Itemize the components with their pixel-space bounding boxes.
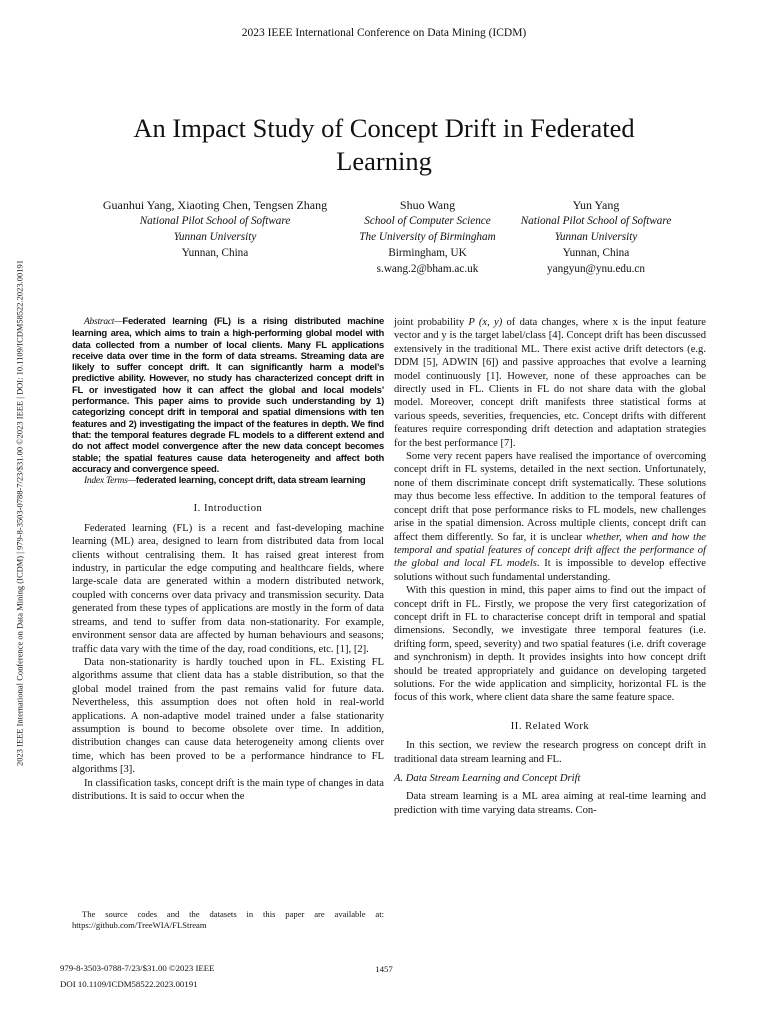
author-dept: School of Computer Science <box>364 215 491 227</box>
paragraph: Some very recent papers have realised the importance of overcoming concept drift in FL systems, detailed in the next section. Unfortunately, none of them discriminate concept drift systematically. These solutions may thus become less effective. In addition to the temporal features of concept drift that pose performance risks to FL models, new challenges arise in the spatial dimension. Across multiple clients, concept drift can affect them differently. So far, it is unclear whether, when and how the temporal and spatial features of concept drift affect the performance of the global and local FL models. It is impossible to develop effective solutions without such fundamental understanding. <box>394 451 706 583</box>
author-name: Yun Yang <box>572 198 620 212</box>
side-copyright-stamp <box>12 205 28 820</box>
paragraph: With this question in mind, this paper aims to find out the impact of concept drift in FL. Firstly, we propose the very first categorization of concept drift in FL to characterise concept drift in temporal and spatial dimensions. Secondly, we investigate three temporal features (i.e. drifting form, speed, severity) and two spatial features (i.e. drift coverage and synchronism) in depth. It provides insights into how concept drift should be treated appropriately and guidance on developing targeted solutions. For the wide application and simplicity, horizontal FL is the focus of this work, where client data share the same feature space. <box>394 585 706 704</box>
right-column <box>394 316 706 817</box>
author-block-3 <box>510 197 682 277</box>
author-name: Shuo Wang <box>399 198 456 212</box>
abstract <box>72 316 384 487</box>
author-org: The University of Birmingham <box>359 231 496 243</box>
footnote <box>72 909 384 931</box>
paragraph: Federated learning (FL) is a recent and fast-developing machine learning (ML) area, designed to learn from distributed data from local clients without centralising them. It has raised great interest from industry, in particular the edge computing and healthcare fields, where large-scale data are generated within a modern distributed network, coupled with concerns over data privacy and transmission security. Data generated from these types of applications are mostly in the form of data streams, and tend to suffer from data non-stationarity. For example, environment sensor data are affected by human behaviours and seasons; traffic data vary with the time of the day, road conditions, etc. [1], [2]. <box>72 522 384 655</box>
conference-header: 2023 IEEE International Conference on Data Mining (ICDM) <box>241 27 527 39</box>
author-org: Yunnan University <box>173 231 257 243</box>
author-dept: National Pilot School of Software <box>520 215 672 227</box>
page-number: 1457 <box>375 964 393 974</box>
index-terms-label: Index Terms <box>84 476 128 487</box>
author-location: Birmingham, UK <box>388 247 467 259</box>
paragraph: Data non-stationarity is hardly touched upon in FL. Existing FL algorithms assume that client data has a stable distribution, so that the global model trained from the past remains valid for future data. Nevertheless, this assumption does not often hold in real-world applications. A non-adaptive model trained under a false stationarity assumption is bound to become obsolete over time. In addition, distribution changes can cause data heterogeneity among clients over time, which has been proved to be a performance hindrance to FL algorithms [3]. <box>72 656 384 776</box>
author-location: Yunnan, China <box>562 247 630 259</box>
left-column <box>72 316 384 803</box>
paragraph: In classification tasks, concept drift is the main type of changes in data distributions. It is said to occur when the <box>72 777 384 802</box>
side-stamp-text: 2023 IEEE International Conference on Data Mining (ICDM) | 979-8-3503-0788-7/23/$31.00 ©2023 IEEE | DOI: 10.1109/ICDM58522.2023.00191 <box>15 259 25 766</box>
emphasized-question: whether, when and how the temporal and spatial features of concept drift affect the performance of the global and local FL models <box>394 531 706 570</box>
author-email: yangyun@ynu.edu.cn <box>547 263 645 275</box>
isbn-line: 979-8-3503-0788-7/23/$31.00 ©2023 IEEE <box>60 963 215 973</box>
abstract-label: Abstract <box>84 317 115 327</box>
author-location: Yunnan, China <box>181 247 249 259</box>
subsection-heading: A. Data Stream Learning and Concept Drift <box>394 773 581 784</box>
author-dept: National Pilot School of Software <box>139 215 291 227</box>
author-email: s.wang.2@bham.ac.uk <box>376 263 479 275</box>
section-heading-related-work: II. Related Work <box>510 720 590 732</box>
section-heading-introduction: I. Introduction <box>193 503 263 515</box>
author-name: Guanhui Yang, Xiaoting Chen, Tengsen Zhang <box>102 198 328 212</box>
footnote-text: The source codes and the datasets in this paper are available at: https://github.com/TreeWIA/FLStream <box>72 909 384 930</box>
abstract-text: Federated learning (FL) is a rising distributed machine learning area, which aims to train a high-performing global model with data collected from a number of local clients. Many FL applications receive data over time in the form of data streams. Streaming data are likely to suffer concept drift. It can significantly harm a model’s predictive ability. However, no study has characterized concept drift in FL or investigated how it can affect the global and local models’ performance. This paper aims to provide such understanding by 1) categorizing concept drift in temporal and spatial dimensions with ten features and 2) investigating the impact of the features in depth. We find that: the temporal features degrade FL models to a different extend and do not affect model convergence after the new data concept becomes stable; the spatial features cause data heterogeneity and affect both accuracy and convergence speed. <box>72 316 384 475</box>
index-terms-text: federated learning, concept drift, data stream learning <box>135 475 366 487</box>
index-terms: Index Terms—federated learning, concept drift, data stream learning <box>84 475 366 487</box>
author-block-1 <box>80 197 350 261</box>
doi-line: DOI 10.1109/ICDM58522.2023.00191 <box>60 979 198 989</box>
author-org: Yunnan University <box>554 231 638 243</box>
author-block-2 <box>350 197 505 277</box>
paragraph: In this section, we review the research progress on concept drift in traditional data stream learning and FL. <box>394 740 706 765</box>
abstract-paragraph: Abstract—Federated learning (FL) is a rising distributed machine learning area, which aims to train a high-performing global model with data collected from a number of local clients. Many FL applications receive data over time in the form of data streams. Streaming data are likely to suffer concept drift. It can significantly harm a model’s predictive ability. However, no study has characterized concept drift in FL or investigated how it can affect the global and local models’ performance. This paper aims to provide such understanding by 1) categorizing concept drift in temporal and spatial dimensions with ten features and 2) investigating the impact of the features in depth. We find that: the temporal features degrade FL models to a different extend and do not affect model convergence after the new data concept becomes stable; the spatial features cause data heterogeneity and affect both accuracy and convergence speed. <box>72 316 384 475</box>
paragraph: joint probability P (x, y) of data changes, where x is the input feature vector and y is the target label/class [4]. Concept drift has been discussed extensively in the traditional ML. There exist active drift detectors (e.g. DDM [5], ADWIN [6]) and passive approaches that evolve a learning model continuously [1]. However, none of these approaches can be directly used in FL. Clients in FL do not share data with the global model. Moreover, concept drift manifests three statistical forms at various speeds, severities, frequencies, etc. Concept drifts with different features require corresponding drift detection and adaptation strategies for the best performance [7]. <box>394 317 707 449</box>
paper-title: An Impact Study of Concept Drift in Federated Learning <box>133 113 635 176</box>
math-joint-probability: P (x, y) <box>468 317 503 328</box>
paragraph: Data stream learning is a ML area aiming at real-time learning and prediction with time varying data streams. Con- <box>394 791 706 816</box>
